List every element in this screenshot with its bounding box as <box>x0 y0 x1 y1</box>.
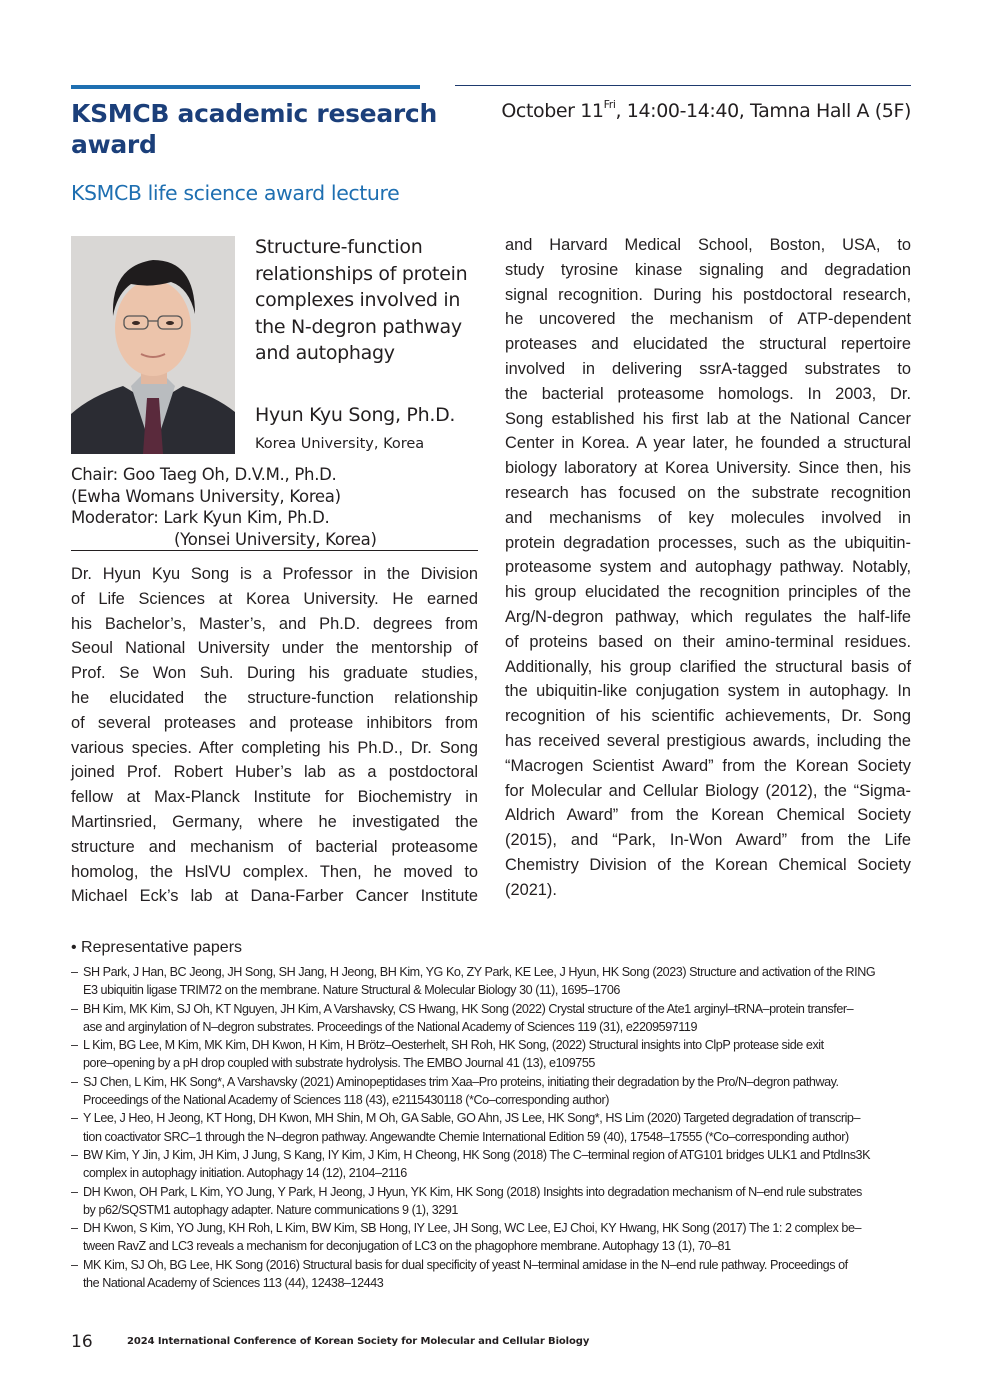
session-day: Fri <box>603 98 616 111</box>
bio-line: Center in Korea. A year later, he founded a structural <box>505 434 911 453</box>
bio-line: homolog, the HslVU complex. Then, he moved to <box>71 862 478 881</box>
bio-line: biology laboratory at Korea University. Since then, his <box>505 459 911 478</box>
bio-line: structure and mechanism of bacterial proteasome <box>71 837 478 856</box>
paper-item: – DH Kwon, OH Park, L Kim, YO Jung, Y Park, H Jeong, J Hyun, YK Kim, HK Song (2018) Insights into degradation mechanism of N–end rule substrates by p62/SQSTM1 autophagy adapter. Nature communications 9 (1), 3291 <box>71 1184 862 1217</box>
dash-bullet-icon: – <box>71 1221 78 1236</box>
paper-item: – Y Lee, J Heo, H Jeong, KT Hong, DH Kwon, MH Shin, M Oh, GA Sable, GO Ahn, JS Lee, HK Song*, HS Lim (2020) Targeted degradation of transcrip– tion coactivator SRC–1 through the N–degron pathway. Angewandte Chemie International Edition 59 (40), 17548–17555 (*Co–corresponding author) <box>71 1111 861 1144</box>
bio-line: of several proteases and protease inhibitors from <box>71 713 478 732</box>
section-title: KSMCB academic research award <box>71 99 437 159</box>
bio-line: signal recognition. During his postdoctoral research, <box>505 285 911 304</box>
portrait-icon <box>71 236 235 454</box>
bio-line: fellow at Max-Planck Institute for Biochemistry in <box>71 788 478 807</box>
bio-line: proteases and elucidated the structural repertoire <box>505 335 911 354</box>
dash-bullet-icon: – <box>71 1184 78 1199</box>
header-accent-bar <box>71 85 420 89</box>
dash-bullet-icon: – <box>71 1038 78 1053</box>
speaker-photo <box>71 236 235 454</box>
dash-bullet-icon: – <box>71 965 78 979</box>
session-date: October 11 <box>501 100 604 122</box>
bio-line: and Harvard Medical School, Boston, USA, to <box>505 236 911 254</box>
papers-heading: • Representative papers <box>71 939 243 956</box>
moderator-affiliation: (Yonsei University, Korea) <box>174 529 377 549</box>
bio-line: Michael Eck’s lab at Dana-Farber Cancer Institute <box>71 887 478 906</box>
page-number: 16 <box>71 1332 93 1352</box>
paper-item: – BH Kim, MK Kim, SJ Oh, KT Nguyen, JH Kim, A Varshavsky, CS Hwang, HK Song (2022) Crystal structure of the Ate1 arginyl–tRNA–protein transfer– ase and arginylation of N–degron substrates. Proceedings of the National Academy of Sciences 119 (31), e2209597119 <box>71 1001 854 1034</box>
paper-item: – SJ Chen, L Kim, HK Song*, A Varshavsky (2021) Aminopeptidases trim Xaa–Pro proteins, initiating their degradation by the Pro/N–degron pathway. Proceedings of the National Academy of Sciences 118 (43), e2115430118 (*Co–corresponding author) <box>71 1074 839 1108</box>
bio-line: of proteins based on their amino-terminal residues. <box>505 632 911 651</box>
session-roles <box>71 464 481 550</box>
papers-list <box>71 963 911 1292</box>
bio-line: “Macrogen Scientist Award” from the Korean Society <box>505 756 911 775</box>
bio-line: and mechanisms of key molecules involved in <box>505 508 911 527</box>
footer-conference-name: 2024 International Conference of Korean Society for Molecular and Cellular Biology <box>127 1336 590 1347</box>
bio-line: Chemistry Division of the Korean Chemical Society <box>505 855 911 874</box>
bio-line: study tyrosine kinase signaling and degradation <box>505 260 911 279</box>
paper-item: – MK Kim, SJ Oh, BG Lee, HK Song (2016) Structural basis for dual specificity of yeast N–terminal amidase in the N–end rule pathway. Proceedings of the National Academy of Sciences 113 (44), 12438–12443 <box>71 1257 848 1291</box>
bio-line: Aldrich Award” from the Korean Chemical Society <box>505 806 911 825</box>
dash-bullet-icon: – <box>71 1111 78 1126</box>
speaker-affiliation: Korea University, Korea <box>255 436 425 452</box>
bio-line: has received several prestigious awards, including the <box>505 731 911 750</box>
bio-line: the ubiquitin-like conjugation system in autophagy. In <box>505 682 911 701</box>
bio-line: Additionally, his group clarified the structural basis of <box>505 657 911 676</box>
bio-line: his group elucidated the recognition principles of the <box>505 583 911 602</box>
bio-line: he uncovered the mechanism of ATP-dependent <box>505 310 911 329</box>
bio-line: research has focused on the substrate recognition <box>505 483 911 502</box>
paper-item: – L Kim, BG Lee, M Kim, MK Kim, DH Kwon, H Kim, H Brötz–Oesterhelt, SH Roh, HK Song, (2022) Structural insights into ClpP protease side exit pore–opening by a pH drop coupled with substrate hydrolysis. The EMBO Journal 41 (13), e109755 <box>71 1038 824 1071</box>
header-rule <box>455 85 911 86</box>
dash-bullet-icon: – <box>71 1257 78 1272</box>
bio-line: Arg/N-degron pathway, which regulates the half-life <box>505 607 911 626</box>
bio-line: (2015), and “Park, In-Won Award” from the Life <box>505 831 911 850</box>
dash-bullet-icon: – <box>71 1147 78 1162</box>
paper-item: – DH Kwon, S Kim, YO Jung, KH Roh, L Kim, BW Kim, SB Hong, IY Lee, JH Song, WC Lee, EJ Choi, KY Hwang, HK Song (2017) The 1: 2 complex be– tween RavZ and LC3 reveals a mechanism for deconjugation of LC3 on the phagophore membrane. Autophagy 13 (1), 70–81 <box>71 1221 862 1254</box>
bio-line: protein degradation processes, such as the ubiquitin- <box>505 533 911 552</box>
bio-line: Martinsried, Germany, where he investigated the <box>71 812 478 831</box>
bio-line: joined Prof. Robert Huber’s lab as a postdoctoral <box>71 763 478 782</box>
session-time-location: , 14:00-14:40, Tamna Hall A (5F) <box>615 100 911 122</box>
bio-line: he elucidated the structure-function relationship <box>71 688 478 707</box>
biography-column-left <box>71 562 478 909</box>
bio-line: (2021). <box>505 880 557 899</box>
bio-line: recognition of his scientific achievements, Dr. Song <box>505 707 911 726</box>
paper-item: – BW Kim, Y Jin, J Kim, JH Kim, J Jung, S Kang, IY Kim, J Kim, H Cheong, HK Song (2018) The C–terminal region of ATG101 bridges ULK1 and PtdIns3K complex in autophagy initiation. Autophagy 14 (12), 2104–2116 <box>71 1147 871 1181</box>
paper-item: – SH Park, J Han, BC Jeong, JH Song, SH Jang, H Jeong, BH Kim, YG Ko, ZY Park, KE Lee, J Hyun, HK Song (2023) Structure and activation of the RING E3 ubiquitin ligase TRIM72 on the membrane. Nature Structural & Molecular Biology 30 (11), 1695–1706 <box>71 965 876 998</box>
bio-line: involved in delivering ssrA-tagged substrates to <box>505 359 911 378</box>
bio-line: various species. After completing his Ph.D., Dr. Song <box>71 738 478 757</box>
bio-line: his Bachelor’s, Master’s, and Ph.D. degrees from <box>71 614 478 633</box>
bio-line: Dr. Hyun Kyu Song is a Professor in the Division <box>71 565 478 583</box>
bio-line: proteasome system and autophagy pathway. Notably, <box>505 558 911 577</box>
chair-name: Chair: Goo Taeg Oh, D.V.M., Ph.D. <box>71 465 337 484</box>
dash-bullet-icon: – <box>71 1074 78 1089</box>
session-time <box>501 98 911 124</box>
bio-line: Prof. Se Won Suh. During his graduate studies, <box>71 664 478 683</box>
talk-title: Structure-function relationships of protein complexes involved in the N-degron pathway and autophagy <box>255 236 468 364</box>
bio-line: Seoul National University under the mentorship of <box>71 639 478 658</box>
bio-line: of Life Sciences at Korea University. He earned <box>71 589 478 608</box>
chair-affiliation: (Ewha Womans University, Korea) <box>71 486 341 506</box>
bio-line: Song established his first lab at the National Cancer <box>505 409 911 428</box>
biography-column-right <box>505 233 911 903</box>
lecture-title: KSMCB life science award lecture <box>71 181 400 205</box>
dash-bullet-icon: – <box>71 1001 78 1016</box>
bio-line: for Molecular and Cellular Biology (2012), the “Sigma- <box>505 781 911 800</box>
moderator-name: Moderator: Lark Kyun Kim, Ph.D. <box>71 508 330 527</box>
section-divider <box>71 550 478 551</box>
bio-line: the bacterial proteasome homologs. In 2003, Dr. <box>505 384 911 403</box>
speaker-name: Hyun Kyu Song, Ph.D. <box>255 404 456 426</box>
